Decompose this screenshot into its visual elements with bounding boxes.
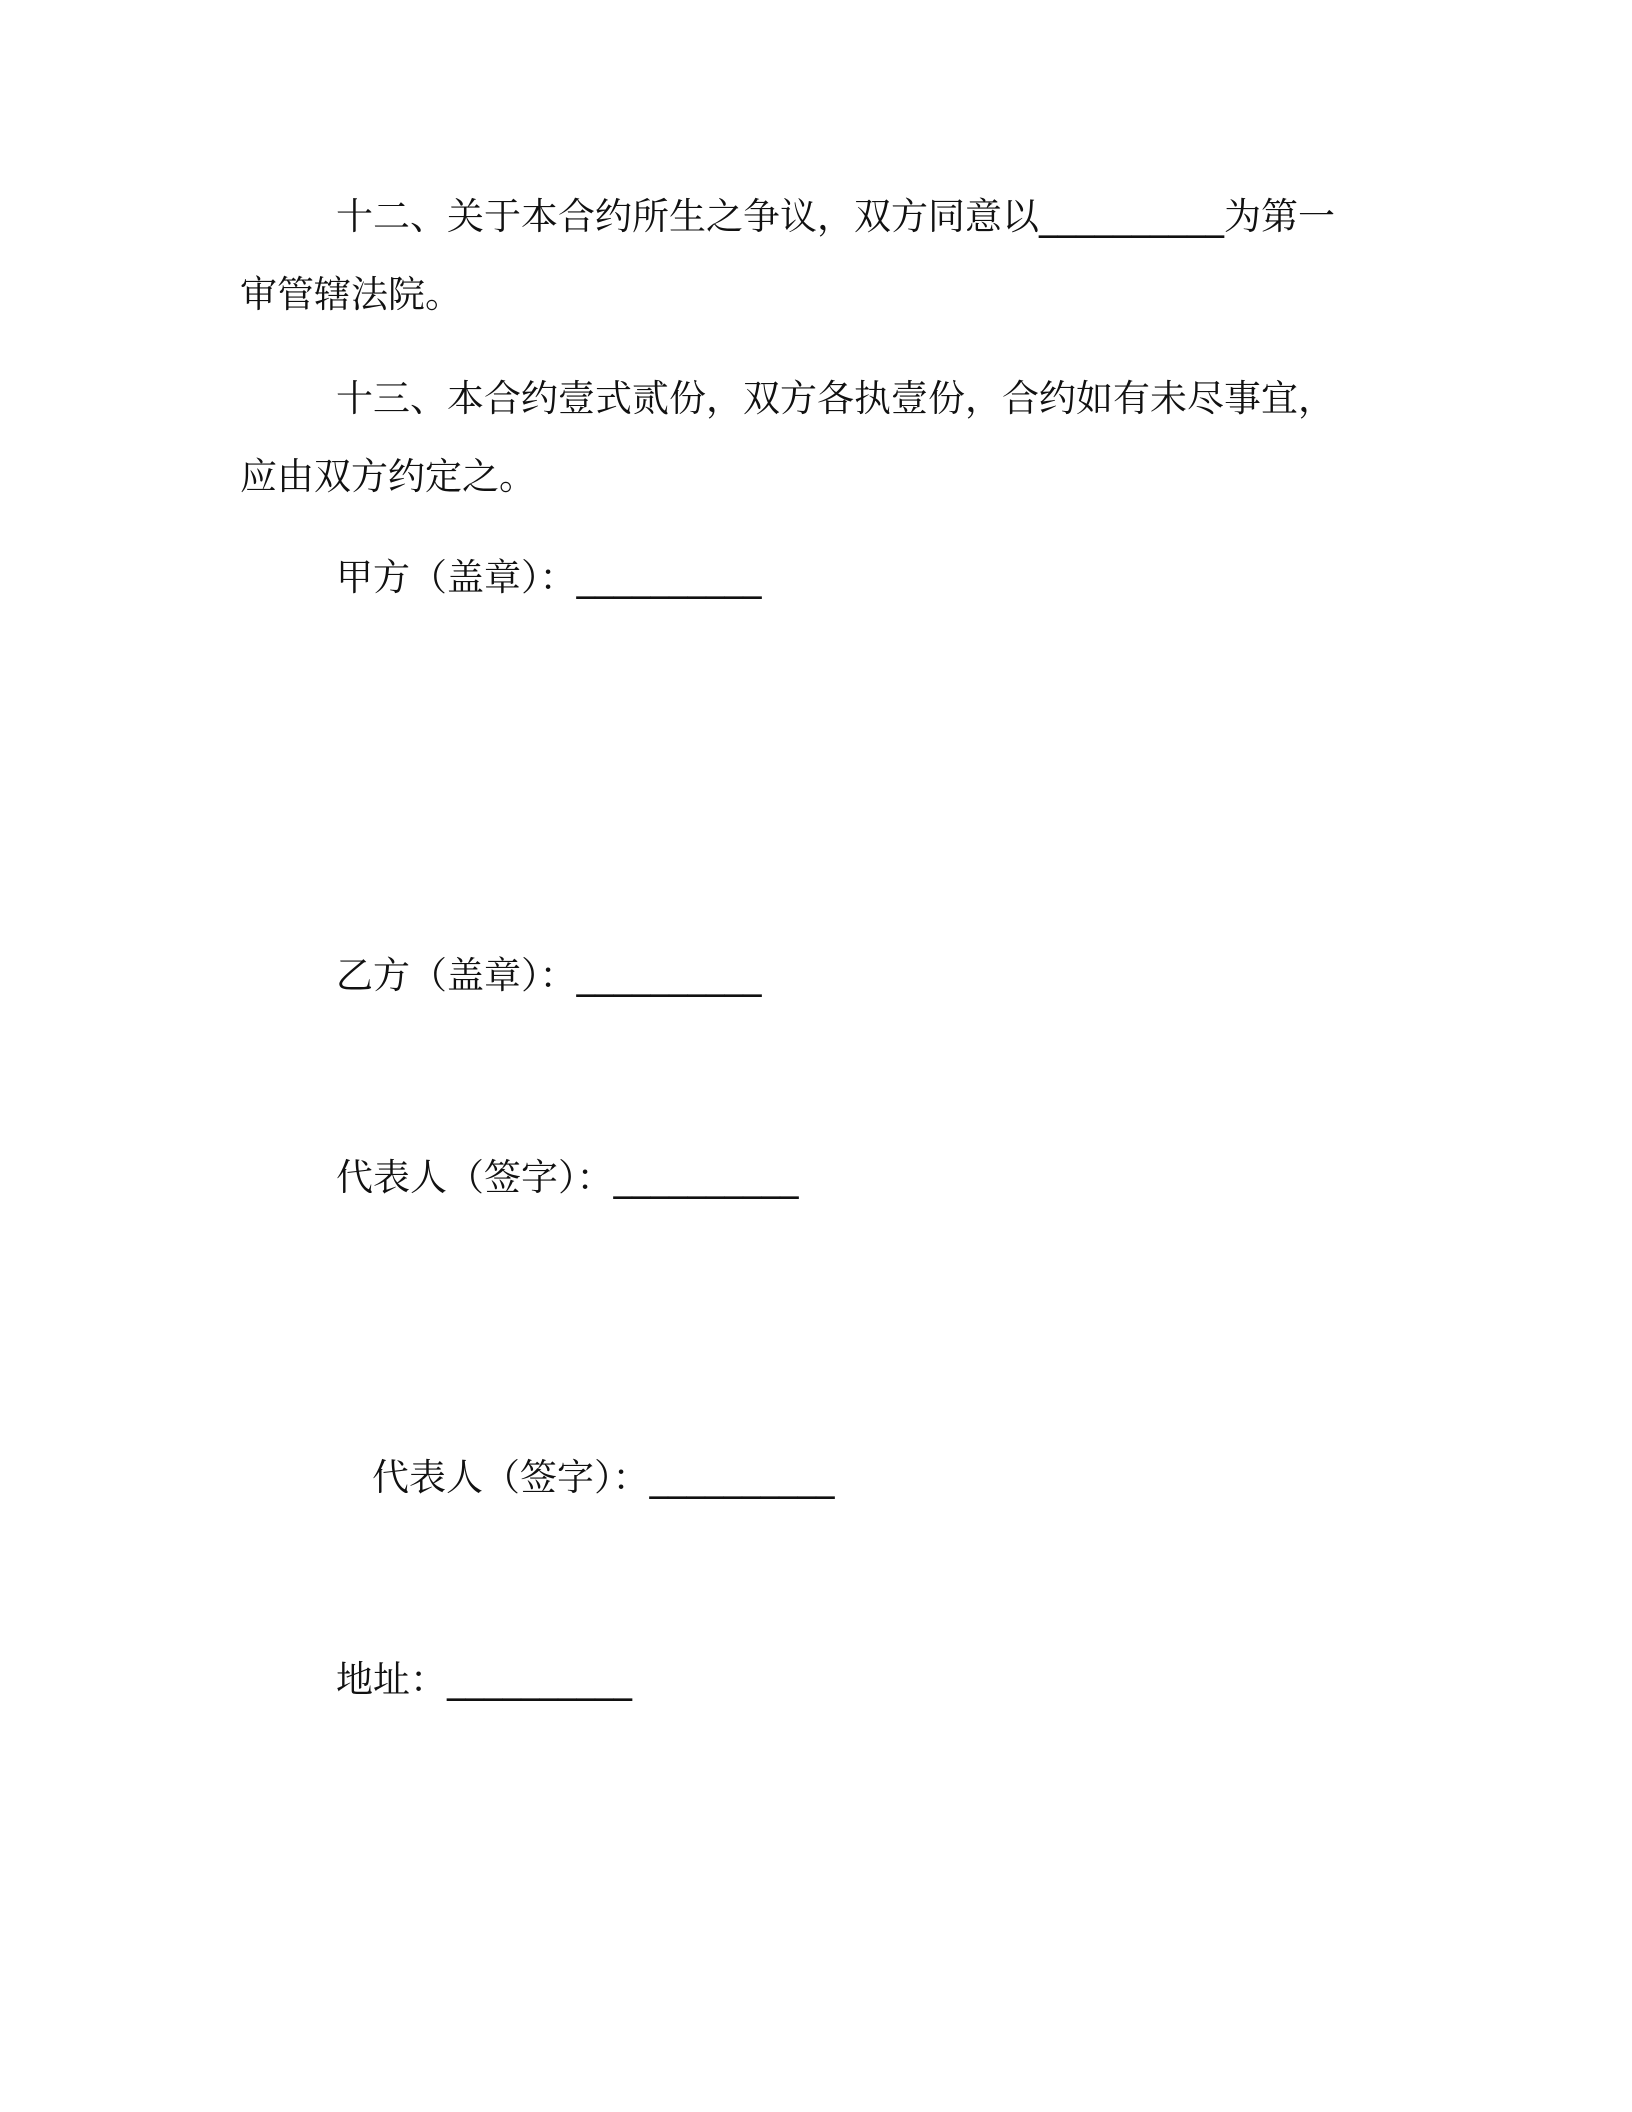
representative-a-signature-line: 代表人（签字）：__________	[336, 1156, 799, 1199]
address-line: 地址：__________	[336, 1658, 632, 1701]
clause-twelve: 十二、关于本合约所生之争议，双方同意以__________为第一审管辖法院。	[240, 195, 1335, 316]
clause-thirteen: 十三、本合约壹式贰份，双方各执壹份，合约如有未尽事宜，应由双方约定之。	[240, 377, 1335, 498]
representative-b-signature-line: 代表人（签字）：__________	[372, 1456, 835, 1499]
party-b-seal-line: 乙方（盖章）：__________	[336, 954, 762, 997]
party-a-seal-line: 甲方（盖章）：__________	[336, 556, 762, 599]
